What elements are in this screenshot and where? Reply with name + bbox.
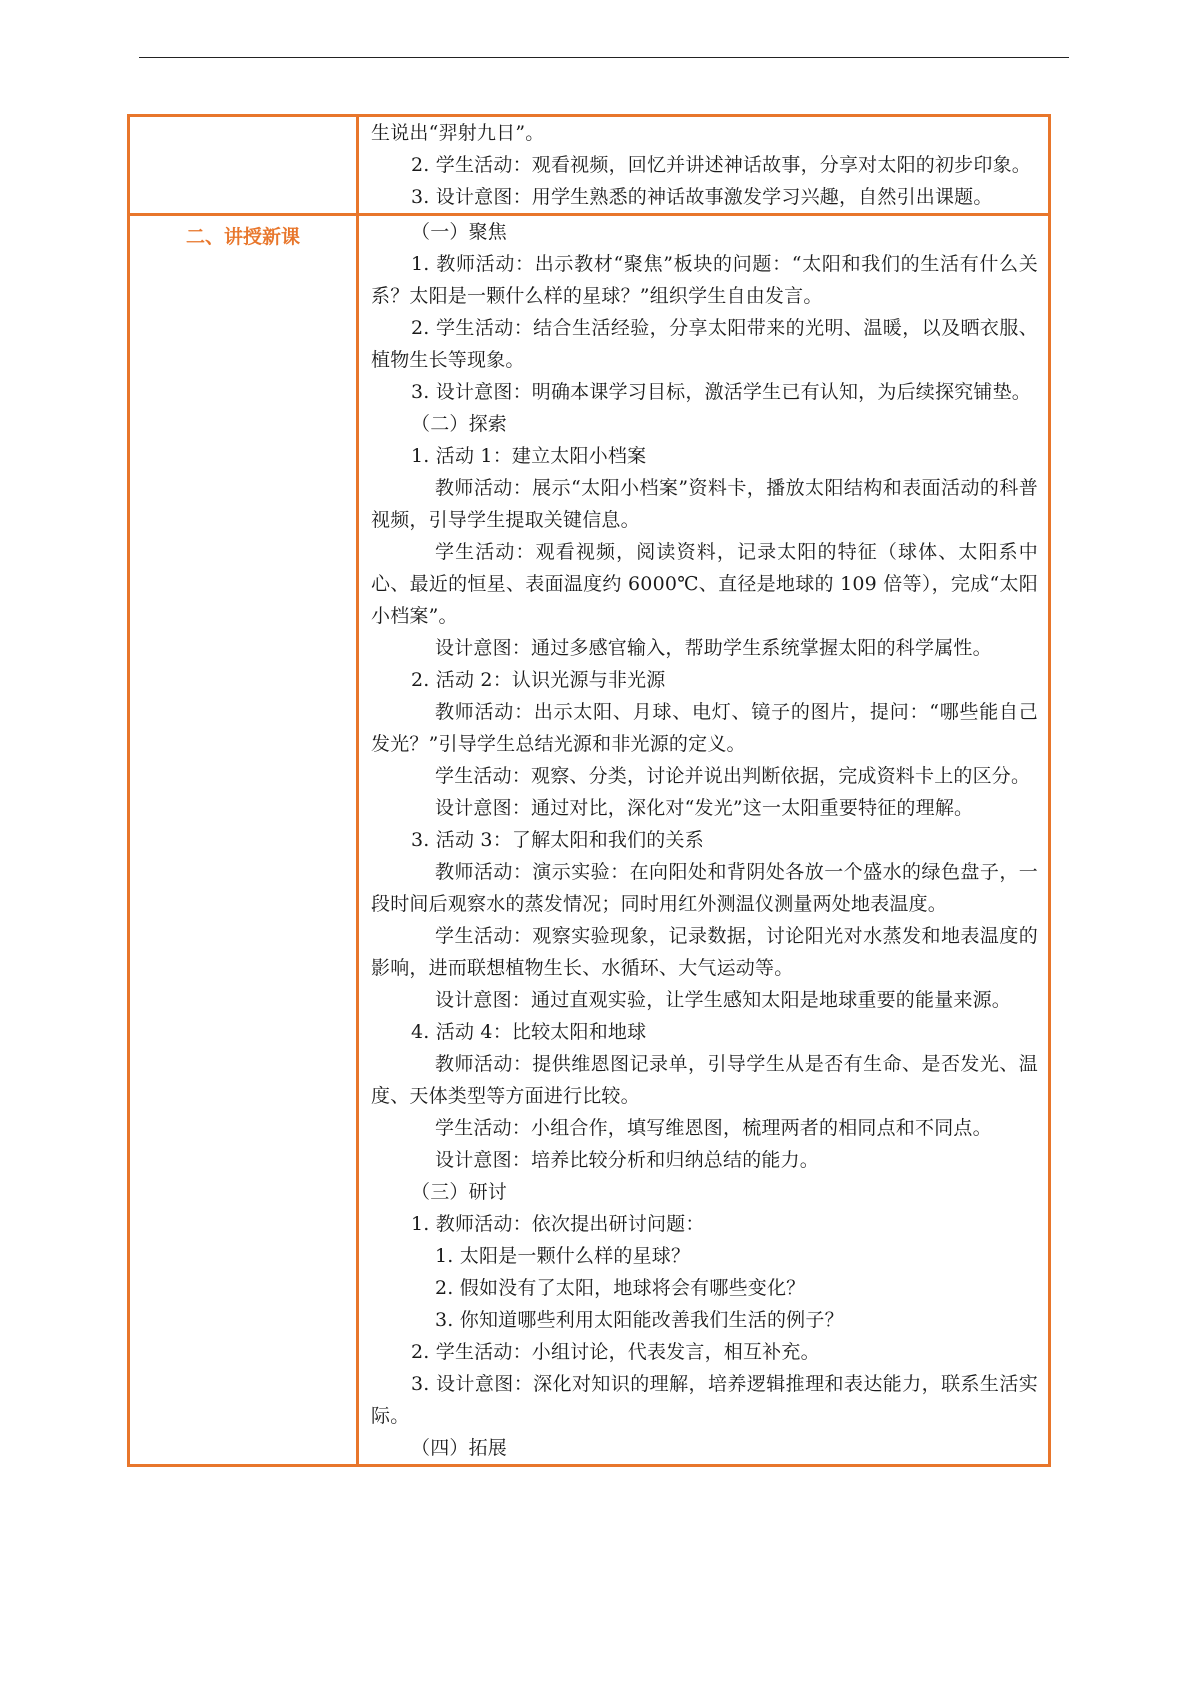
section-label-cell — [129, 215, 358, 1466]
paragraph: 3. 活动 3：了解太阳和我们的关系 — [411, 829, 704, 851]
table-row — [129, 215, 1050, 1466]
paragraph: 学生活动：观察实验现象，记录数据，讨论阳光对水蒸发和地表温度的影响，进而联想植物生长、水循环、大气运动等。 — [371, 925, 1038, 979]
paragraph: 教师活动：展示“太阳小档案”资料卡，播放太阳结构和表面活动的科普视频，引导学生提取关键信息。 — [371, 477, 1038, 531]
top-cell-content — [359, 117, 1048, 213]
paragraph: 1. 活动 1：建立太阳小档案 — [411, 445, 647, 467]
paragraph: 教师活动：出示太阳、月球、电灯、镜子的图片，提问：“哪些能自己发光？”引导学生总结光源和非光源的定义。 — [371, 701, 1038, 755]
paragraph: 2. 学生活动：小组讨论，代表发言，相互补充。 — [411, 1341, 820, 1363]
paragraph: 设计意图：通过直观实验，让学生感知太阳是地球重要的能量来源。 — [435, 989, 1012, 1011]
paragraph: 1. 太阳是一颗什么样的星球？ — [435, 1245, 691, 1267]
paragraph: 设计意图：通过多感官输入，帮助学生系统掌握太阳的科学属性。 — [435, 637, 992, 659]
section-title: 二、讲授新课 — [185, 226, 300, 248]
content-cell — [358, 215, 1050, 1466]
paragraph: 3. 设计意图：用学生熟悉的神话故事激发学习兴趣，自然引出课题。 — [411, 186, 993, 208]
header-rule — [139, 57, 1069, 58]
paragraph: 学生活动：观察、分类，讨论并说出判断依据，完成资料卡上的区分。 — [435, 765, 1031, 787]
paragraph: 1. 教师活动：出示教材“聚焦”板块的问题：“太阳和我们的生活有什么关系？太阳是一颗什么样的星球？”组织学生自由发言。 — [371, 253, 1038, 307]
paragraph: 生说出“羿射九日”。 — [371, 122, 545, 144]
paragraph: 学生活动：小组合作，填写维恩图，梳理两者的相同点和不同点。 — [435, 1117, 992, 1139]
paragraph: 学生活动：观看视频，阅读资料，记录太阳的特征（球体、太阳系中心、最近的恒星、表面温度约 6000℃、直径是地球的 109 倍等），完成“太阳小档案”。 — [371, 541, 1038, 627]
paragraph: 3. 设计意图：明确本课学习目标，激活学生已有认知，为后续探究铺垫。 — [411, 381, 1031, 403]
paragraph: 2. 假如没有了太阳，地球将会有哪些变化？ — [435, 1277, 806, 1299]
paragraph: 2. 活动 2：认识光源与非光源 — [411, 669, 666, 691]
paragraph: 4. 活动 4：比较太阳和地球 — [411, 1021, 647, 1043]
paragraph: 3. 设计意图：深化对知识的理解，培养逻辑推理和表达能力，联系生活实际。 — [371, 1373, 1038, 1427]
section-label-cell — [129, 116, 358, 215]
table-row — [129, 116, 1050, 215]
main-cell-content — [359, 216, 1048, 1464]
paragraph: 教师活动：提供维恩图记录单，引导学生从是否有生命、是否发光、温度、天体类型等方面进行比较。 — [371, 1053, 1038, 1107]
paragraph: 3. 你知道哪些利用太阳能改善我们生活的例子？ — [435, 1309, 844, 1331]
content-cell — [358, 116, 1050, 215]
paragraph: 设计意图：通过对比，深化对“发光”这一太阳重要特征的理解。 — [435, 797, 974, 819]
paragraph: 2. 学生活动：结合生活经验，分享太阳带来的光明、温暖，以及晒衣服、植物生长等现象。 — [371, 317, 1038, 371]
paragraph: （二）探索 — [411, 413, 508, 435]
paragraph: 1. 教师活动：依次提出研讨问题： — [411, 1213, 705, 1235]
paragraph: （四）拓展 — [411, 1437, 508, 1459]
paragraph: 教师活动：演示实验：在向阳处和背阴处各放一个盛水的绿色盘子，一段时间后观察水的蒸发情况；同时用红外测温仪测量两处地表温度。 — [371, 861, 1038, 915]
paragraph: （一）聚焦 — [411, 221, 508, 243]
paragraph: 设计意图：培养比较分析和归纳总结的能力。 — [435, 1149, 820, 1171]
paragraph: 2. 学生活动：观看视频，回忆并讲述神话故事，分享对太阳的初步印象。 — [411, 154, 1031, 176]
lesson-plan-table — [127, 114, 1051, 1467]
paragraph: （三）研讨 — [411, 1181, 508, 1203]
